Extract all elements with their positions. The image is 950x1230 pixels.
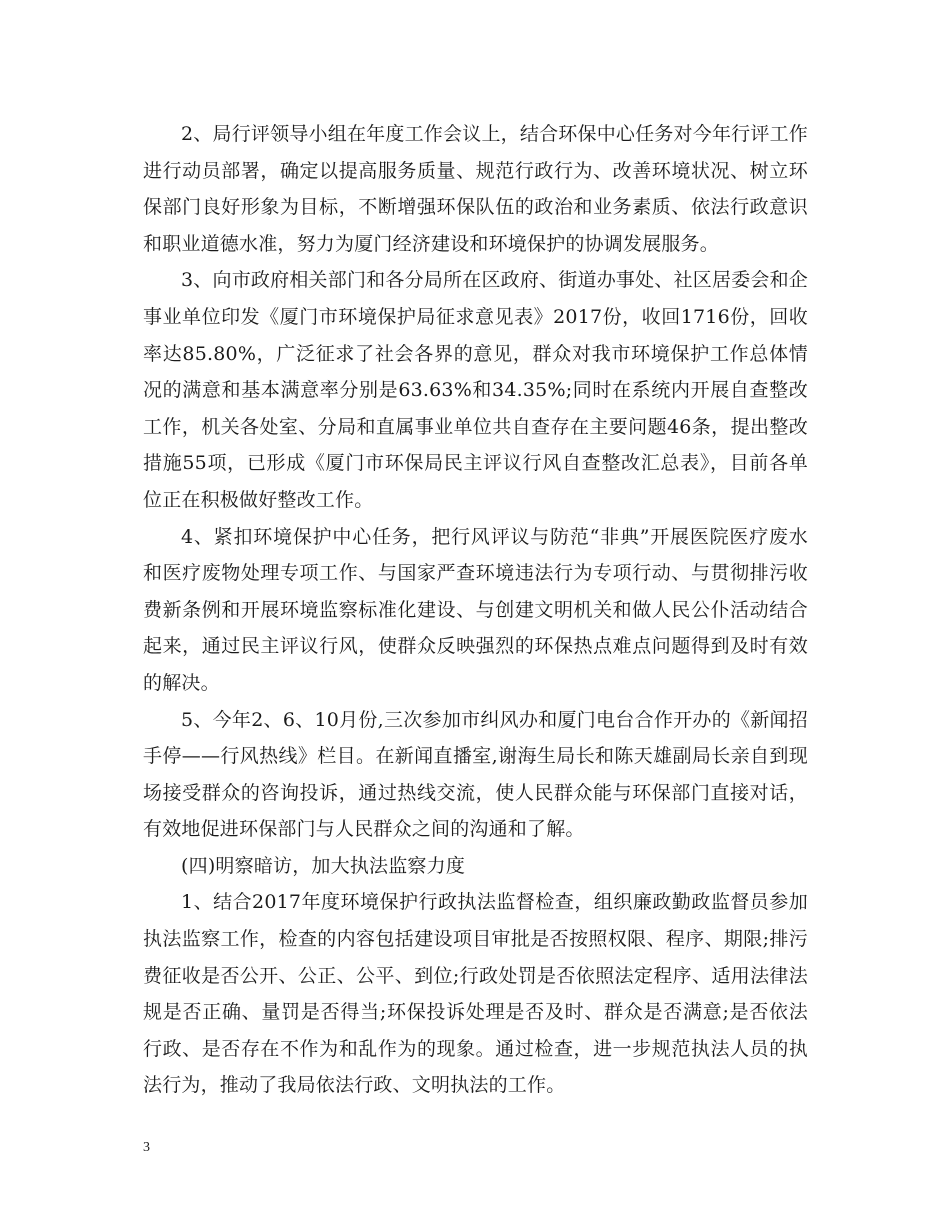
paragraph-item-3: 3、向市政府相关部门和各分局所在区政府、街道办事处、社区居委会和企事业单位印发《厦门市环境保护局征求意见表》2017份，收回1716份，回收率达85.80%，广泛征求了社会各界的意见，群众对我市环境保护工作总体情况的满意和基本满意率分别是63.63%和34.35%;同时在系统内开展自查整改工作，机关各处室、分局和直属事业单位共自查存在主要问题46条，提出整改措施55项，已形成《厦门市环保局民主评议行风自查整改汇总表》，目前各单位正在积极做好整改工作。: [143, 269, 808, 511]
paragraph-item-2: 2、局行评领导小组在年度工作会议上，结合环保中心任务对今年行评工作进行动员部署，确定以提高服务质量、规范行政行为、改善环境状况、树立环保部门良好形象为目标，不断增强环保队伍的政治和业务素质、依法行政意识和职业道德水准，努力为厦门经济建设和环境保护的协调发展服务。: [143, 123, 808, 255]
paragraph-item-1: 1、结合2017年度环境保护行政执法监督检查，组织廉政勤政监督员参加执法监察工作，检查的内容包括建设项目审批是否按照权限、程序、期限;排污费征收是否公开、公正、公平、到位;行政处罚是否依照法定程序、适用法律法规是否正确、量罚是否得当;环保投诉处理是否及时、群众是否满意;是否依法行政、是否存在不作为和乱作为的现象。通过检查，进一步规范执法人员的执法行为，推动了我局依法行政、文明执法的工作。: [143, 891, 808, 1097]
section-heading-4: (四)明察暗访，加大执法监察力度: [181, 854, 466, 877]
paragraph-item-4: 4、紧扣环境保护中心任务，把行风评议与防范“非典”开展医院医疗废水和医疗废物处理专项工作、与国家严查环境违法行为专项行动、与贯彻排污收费新条例和开展环境监察标准化建设、与创建文明机关和做人民公仆活动结合起来，通过民主评议行风，使群众反映强烈的环保热点难点问题得到及时有效的解决。: [143, 525, 808, 694]
paragraph-item-5: 5、今年2、6、10月份,三次参加市纠风办和厦门电台合作开办的《新闻招手停——行风热线》栏目。在新闻直播室,谢海生局长和陈天雄副局长亲自到现场接受群众的咨询投诉，通过热线交流，使人民群众能与环保部门直接对话，有效地促进环保部门与人民群众之间的沟通和了解。: [143, 708, 808, 841]
document-body: [143, 116, 808, 1104]
page-number: 3: [143, 1140, 150, 1155]
